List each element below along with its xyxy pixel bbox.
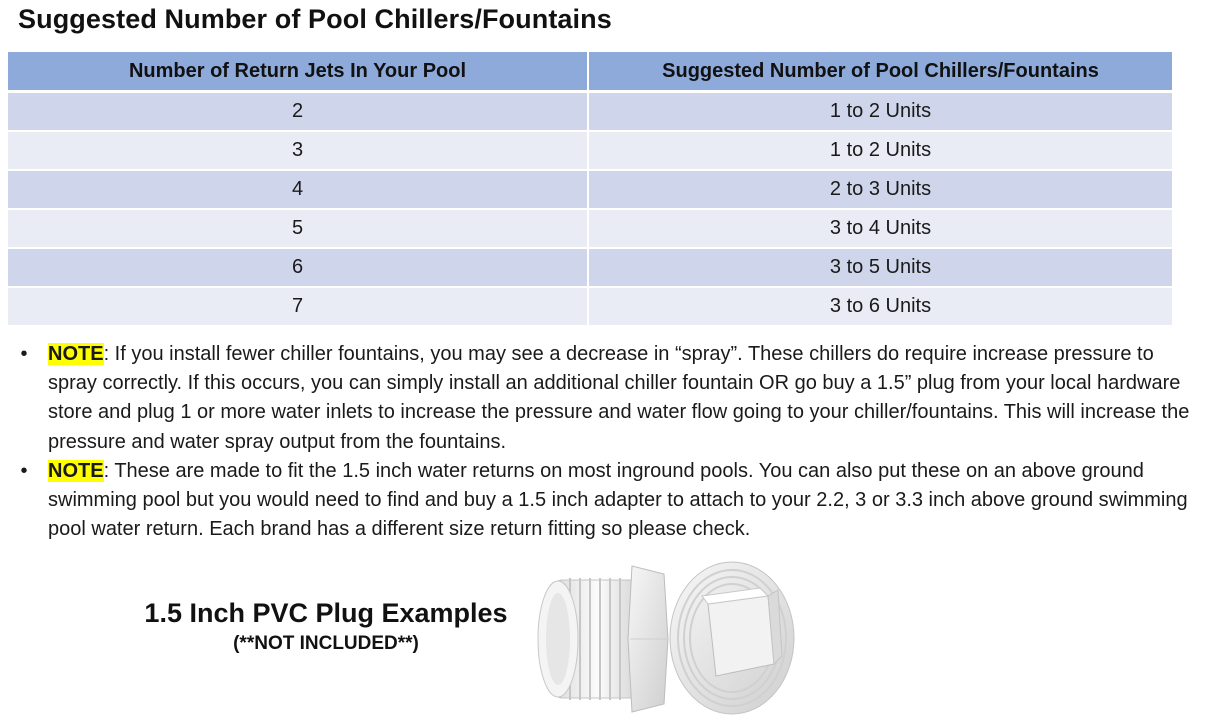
cell-return-jets: 6 [8,248,588,287]
table-row [8,287,1172,326]
cell-return-jets: 7 [8,287,588,326]
cell-suggested-units: 2 to 3 Units [588,170,1172,209]
table-row [8,170,1172,209]
cell-suggested-units: 3 to 6 Units [588,287,1172,326]
cell-return-jets: 4 [8,170,588,209]
bullet-icon: • [20,343,28,365]
page-title: Suggested Number of Pool Chillers/Fountains [18,4,612,34]
table-row [8,209,1172,248]
header-suggested-units: Suggested Number of Pool Chillers/Fountains [588,52,1172,92]
pvc-plug-left [538,566,668,712]
note-label: NOTE [48,343,104,365]
cell-suggested-units: 3 to 5 Units [588,248,1172,287]
chiller-count-table [8,52,1172,327]
note-text: : These are made to fit the 1.5 inch water returns on most inground pools. You can also put these on an above ground swimming pool but you would need to find and buy a 1.5 inch adapter to attach to your 2.2, 3 or 3.3 inch above ground swimming pool water return. Each brand has a different size return fitting so please check. [48,459,1188,541]
table-row [8,131,1172,170]
cell-return-jets: 2 [8,92,588,132]
cell-return-jets: 3 [8,131,588,170]
table-row [8,248,1172,287]
cell-suggested-units: 1 to 2 Units [588,131,1172,170]
plug-title: 1.5 Inch PVC Plug Examples [144,598,508,628]
notes-list [18,340,1208,544]
header-return-jets: Number of Return Jets In Your Pool [8,52,588,92]
note-label: NOTE [48,459,104,482]
plug-subtitle: (**NOT INCLUDED**) [233,633,419,654]
plug-caption [126,598,526,655]
note-text: : If you install fewer chiller fountains, you may see a decrease in “spray”. These chillers do require increase pressure to spray correctly. If this occurs, you can simply install an additional chiller fountain OR go buy a 1.5” plug from your local hardware store and plug 1 or more water inlets to increase the pressure and water flow going to your chiller/fountains. This will increase the pressure and water spray output from the fountains. [48,343,1190,453]
note-item [18,457,1208,545]
cell-suggested-units: 3 to 4 Units [588,209,1172,248]
table-header-row [8,52,1172,92]
cell-suggested-units: 1 to 2 Units [588,92,1172,132]
cell-return-jets: 5 [8,209,588,248]
pvc-plug-image [532,552,802,716]
note-item [18,340,1208,457]
pvc-plug-right [670,562,794,714]
table-row [8,92,1172,132]
bullet-icon: • [20,459,28,482]
